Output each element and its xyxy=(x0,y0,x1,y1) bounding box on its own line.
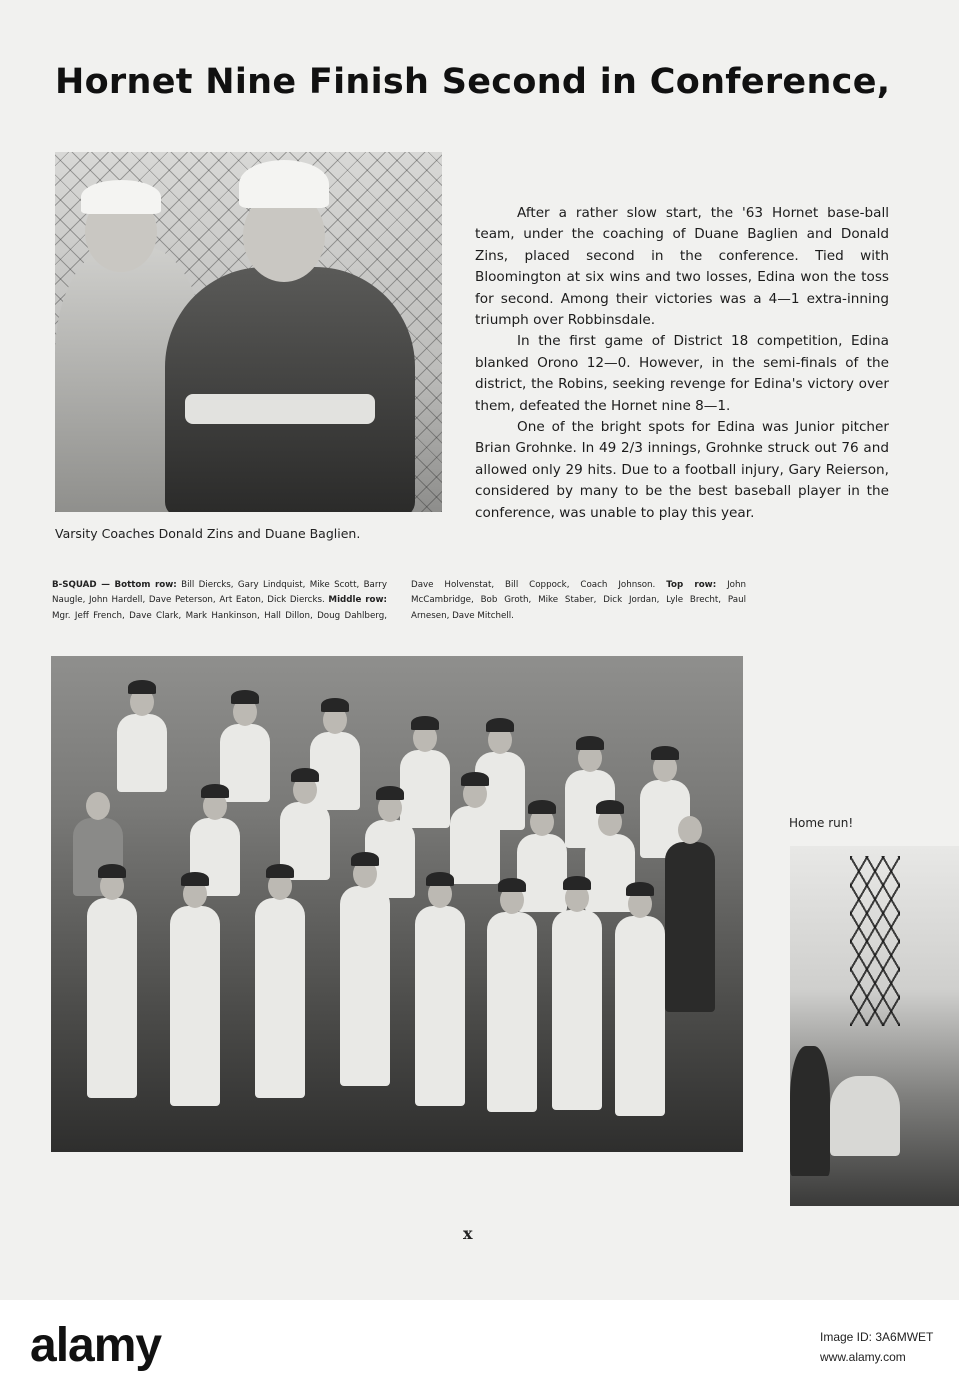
page-number: x xyxy=(463,1224,473,1243)
article-paragraph: One of the bright spots for Edina was Junior pitcher Brian Grohnke. In 49 2/3 innings, Grohnke struck out 76 and allowed only 29 hits. Due to a football injury, Gary Reierson, considered by many to be the best baseball player in the conference, was unable to play this year. xyxy=(475,419,889,521)
article-paragraph: After a rather slow start, the '63 Hornet base-ball team, under the coaching of Duane Baglien and Donald Zins, placed second in the conference. Tied with Bloomington at six wins and two losses, Edina won the toss for second. Among their victories was a 4—1 extra-inning triumph over Robbinsdale. xyxy=(475,205,889,329)
player-figure xyxy=(83,860,141,1100)
player-figure xyxy=(411,868,469,1108)
bsquad-middle-row: Mgr. Jeff French, Dave Clark, Mark Hankinson, Hall Dillon, Doug Dahlberg, Dave Holvenstat, Bill Coppock, Coach Johnson. xyxy=(52,580,656,621)
bsquad-bottom-row: Bill Diercks, Gary Lindquist, Mike Scott, Barry Naugle, John Hardell, Dave Peterson, Art Eaton, Dick Diercks. xyxy=(52,580,388,606)
article-paragraph: In the first game of District 18 competition, Edina blanked Orono 12—0. However, in the semi-finals of the district, the Robins, seeking revenge for Edina's victory over them, defeated the Hornet nine 8—1. xyxy=(475,333,889,414)
catcher-figure xyxy=(830,1076,900,1156)
bsquad-top-label: Top row: xyxy=(666,580,717,590)
coach-cap-left xyxy=(81,180,161,214)
clipboard-paper xyxy=(185,394,375,424)
player-figure xyxy=(483,874,541,1114)
team-photo xyxy=(51,656,743,1152)
article-body xyxy=(475,203,889,524)
alamy-logo: alamy xyxy=(30,1319,162,1372)
coach-figure-right xyxy=(165,267,415,512)
bsquad-top-row: John McCambridge, Bob Groth, Mike Staber, Dick Jordan, Lyle Brecht, Paul Arnesen, Dave Mitchell. xyxy=(411,580,746,621)
player-figure xyxy=(336,848,394,1088)
player-figure xyxy=(611,878,669,1118)
player-figure xyxy=(251,860,309,1100)
coach-cap-right xyxy=(239,160,329,208)
player-figure xyxy=(548,872,606,1112)
coaches-caption: Varsity Coaches Donald Zins and Duane Baglien. xyxy=(55,526,361,541)
home-run-photo xyxy=(790,846,959,1206)
player-figure xyxy=(166,868,224,1108)
umpire-figure xyxy=(790,1046,830,1176)
coach-figure xyxy=(661,804,719,1004)
bsquad-lead: B-SQUAD — Bottom row: xyxy=(52,580,177,590)
home-run-caption: Home run! xyxy=(789,816,854,830)
coaches-photo xyxy=(55,152,442,512)
stock-image-id: Image ID: 3A6MWET xyxy=(820,1330,934,1344)
bsquad-caption xyxy=(52,578,746,624)
stock-url: www.alamy.com xyxy=(820,1350,906,1364)
page-title: Hornet Nine Finish Second in Conference, xyxy=(55,62,891,102)
bsquad-middle-label: Middle row: xyxy=(328,595,387,606)
light-tower xyxy=(850,856,900,1026)
